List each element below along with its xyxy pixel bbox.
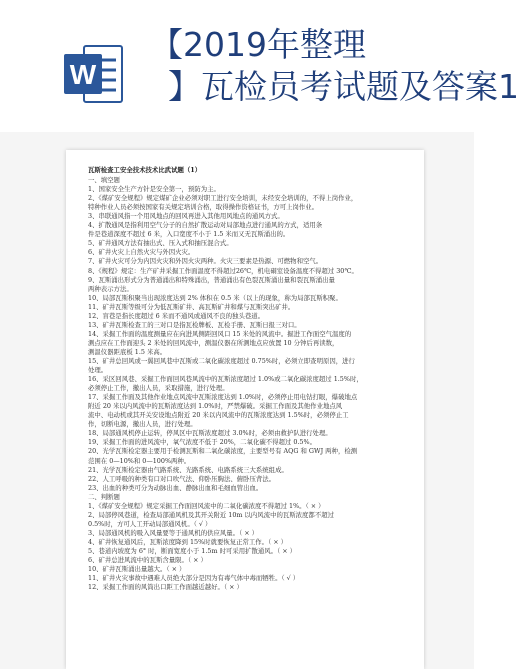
doc-line: 测点应在工作面迎头 2 米处的回风流中，测温仪器在所测地点应放置 10 分钟后再读数， [88, 338, 339, 347]
doc-line: 10、局部瓦斯积聚当出现浓度达到 2% 体积在 0.5 米（以上的现象，称为局部瓦斯积聚。 [88, 293, 342, 302]
doc-line: 必须停止工作，撤出人员，采取措施，进行处理。 [88, 384, 229, 393]
doc-line: 2、《煤矿安全规程》规定煤矿企业必须对职工进行安全培训，未经安全培训的，不得上岗作业， [88, 194, 358, 203]
doc-line: 附近 20 米以内风流中的瓦斯浓度达到 1.0%时，严禁爆破。采掘工作面及其他作业地点风 [88, 402, 343, 411]
doc-line: 22、人工呼吸的种类有口对口吹气法、仰卧压胸法、俯卧压背法。 [88, 474, 276, 483]
document-title [150, 24, 519, 108]
doc-line: 0.5%时，方可人工开动局部通风机。（ √ ） [88, 519, 212, 528]
doc-line: 8、《规程》规定：生产矿井采掘工作面温度不得超过26℃，机电硐室设备温度不得超过 30℃。 [88, 266, 358, 275]
doc-line: 作，切断电源，撤出人员，进行处理。 [88, 420, 197, 429]
word-document-icon [62, 42, 126, 106]
doc-line: 一、填空题 [88, 176, 120, 185]
doc-line: 11、矿井火灾事故中遇难人员绝大部分是因为有毒气体中毒而牺牲。（ √ ） [88, 574, 300, 583]
doc-line: 18、局部通风机停止运转，停风区中瓦斯浓度超过 3.0%时，必须由救护队进行处理。 [88, 429, 332, 438]
doc-line: 20、光学瓦斯检定器主要用于检测瓦斯和二氧化碳浓度，主要型号有 AQG 和 GWJ 两种，检测 [88, 447, 358, 456]
doc-line: 12、采掘工作面的风筒出口距工作面越近越好。（ × ） [88, 583, 243, 592]
doc-line: 5、巷道内坡度为 6° 时，断面宽度小于 1.5m 时可采用扩散通风。（ × ） [88, 546, 297, 555]
doc-line: 10、矿井瓦斯涌出量越大。（ × ） [88, 565, 186, 574]
doc-line: 21、光学瓦斯检定器由气路系统、光路系统、电路系统三大系统组成。 [88, 465, 288, 474]
doc-line: 9、瓦斯涌出形式分为普通涌出和特殊涌出，普通涌出有色裂瓦斯涌出量和裂瓦斯涌出量 [88, 275, 335, 284]
doc-line: 两种表示方法。 [88, 284, 133, 293]
doc-line: 流中、电动机或其开关安设地点附近 20 米以内风流中的瓦斯浓度达到 1.5%时，必须停止工 [88, 411, 349, 420]
doc-line: 处理。 [88, 366, 108, 375]
document-body [66, 150, 424, 592]
doc-line: 16、采区回风巷、采掘工作面回风巷风流中的瓦斯浓度超过 1.0%或二氧化碳浓度超过 1.5%时， [88, 375, 363, 384]
doc-heading: 瓦斯检查工安全技术技术比武试题（1） [88, 166, 202, 174]
doc-line: 14、采掘工作面的温度测量应在向进风侧距回风口 15 米处的风流中。掘进工作面空气温度的 [88, 329, 352, 338]
doc-line: 2、局部停风巷道，检查局部通风机及其开关附近 10m 以内风流中的瓦斯浓度都不超过 [88, 510, 334, 519]
doc-lines [88, 176, 412, 592]
doc-line: 4、矿井恢复通风后，瓦斯浓度降到 15%时就要恢复正常工作。（ × ） [88, 537, 288, 546]
doc-line: 23、出血的种类可分为动脉出血、静脉出血和毛细血管出血。 [88, 483, 263, 492]
title-line-1: 【2019年整理 [150, 25, 366, 64]
doc-line: 特种作业人员必须按国家有关规定培训合格，取得操作资格证书，方可上岗作业。 [88, 203, 319, 212]
header-banner [0, 0, 519, 132]
doc-line: 4、扩散通风是指利用空气分子的自然扩散运动对局部地点进行通风的方式，适用条 [88, 221, 323, 230]
doc-line: 12、盲巷是指长度超过 6 米而不通风或通风不良的独头巷道。 [88, 311, 265, 320]
title-line-2: 】瓦检员考试题及答案1 [168, 67, 519, 106]
doc-line: 范围在 0—10%和 0—100%两种。 [88, 456, 191, 465]
doc-line: 件是巷道深度不超过 6 米，入口宽度不小于 1.5 米而又无瓦斯涌出的。 [88, 230, 290, 239]
doc-line: 6、矿井总进风流中的瓦斯含量限。（ × ） [88, 556, 207, 565]
doc-line: 15、矿井总回风或一翼回风巷中瓦斯或二氧化碳浓度超过 0.75%时，必须立即查明原因，进行 [88, 356, 355, 365]
logo-letter: W [69, 59, 97, 90]
doc-line: 5、矿井通风方法有抽出式、压入式和抽压混合式。 [88, 239, 233, 248]
doc-line: 1、国家安全生产方针是安全第一，预防为主。 [88, 185, 220, 194]
doc-line: 测温仪器距底板 1.5 米高。 [88, 347, 167, 356]
document-page [66, 150, 424, 669]
doc-line: 1、《煤矿安全规程》规定采掘工作面回风流中的二氧化碳浓度不得超过 1%。（ × ） [88, 501, 325, 510]
doc-line: 11、矿井瓦斯等级可分为低瓦斯矿井、高瓦斯矿井和煤与瓦斯突出矿井。 [88, 302, 295, 311]
doc-line: 3、局部通风机的吸入风量要等于通风机的供应风量。（ × ） [88, 528, 259, 537]
doc-line: 6、矿井火灾上自然火灾与外因火灾。 [88, 248, 195, 257]
doc-line: 3、串联通风指一个用风地点的回风再进入其他用风地点的通风方式。 [88, 212, 284, 221]
doc-line: 二、判断题 [88, 492, 120, 501]
doc-line: 7、矿井火灾可分为内因火灾和外因火灾两种。火灾三要素是热源、可燃物和空气。 [88, 257, 323, 266]
doc-line: 19、采掘工作面的进风流中，氧气浓度不低于 20%，二氧化碳不得超过 0.5%。 [88, 438, 316, 447]
doc-line: 17、采掘工作面及其他作业地点风流中瓦斯浓度达到 1.0%时，必须停止用电钻打眼，爆破地点 [88, 393, 358, 402]
doc-line: 13、矿井瓦斯检查工的三对口是指瓦检牌板、瓦检手册、瓦斯日报三对口。 [88, 320, 301, 329]
